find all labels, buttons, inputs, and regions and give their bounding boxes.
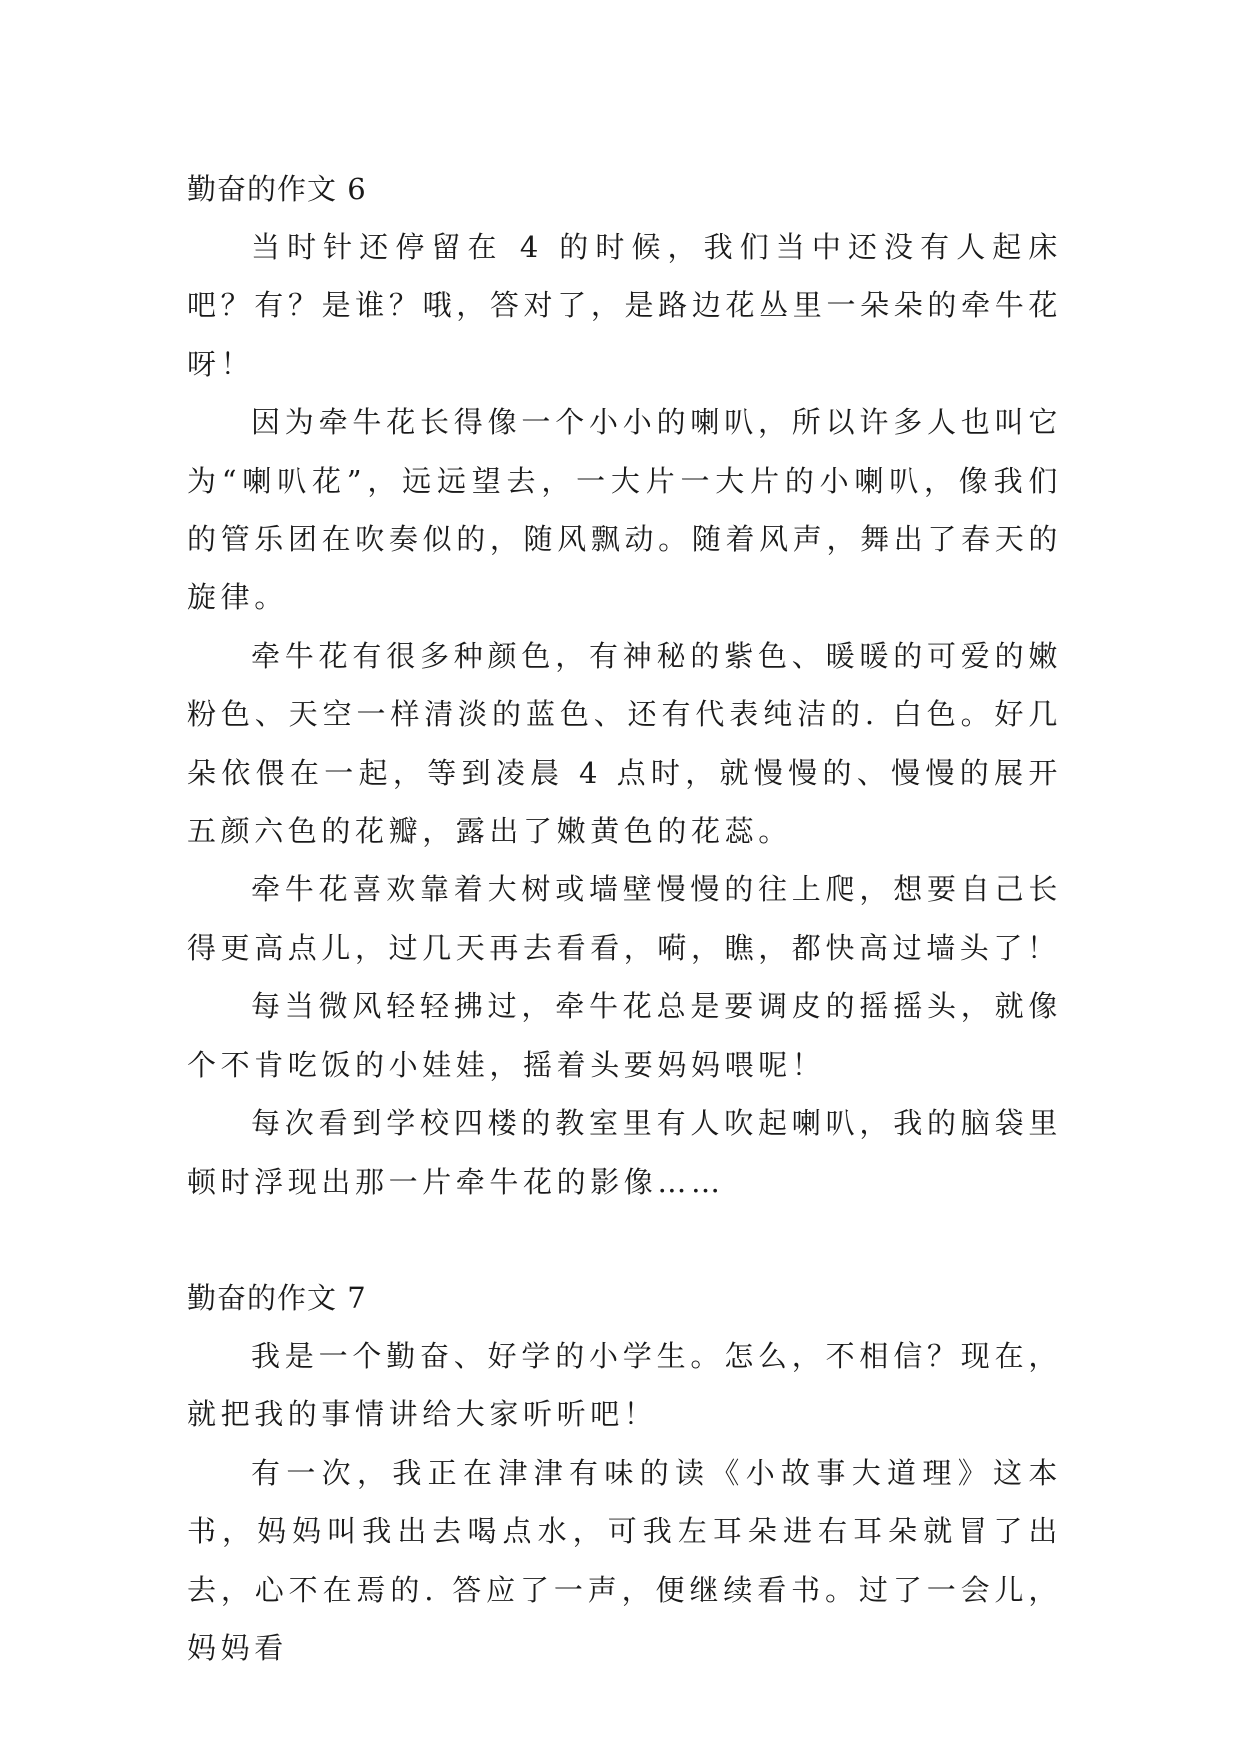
essay-6-paragraph-2: 因为牵牛花长得像一个小小的喇叭，所以许多人也叫它为“喇叭花”，远远望去，一大片一大片的小喇叭，像我们的管乐团在吹奏似的，随风飘动。随着风声，舞出了春天的旋律。 bbox=[187, 405, 1062, 615]
essay-7-paragraph-2: 有一次，我正在津津有味的读《小故事大道理》这本书，妈妈叫我出去喝点水，可我左耳朵进右耳朵就冒了出去，心不在焉的. 答应了一声，便继续看书。过了一会儿，妈妈看 bbox=[187, 1455, 1062, 1665]
essay-7-paragraph-1: 我是一个勤奋、好学的小学生。怎么，不相信？现在，就把我的事情讲给大家听听吧！ bbox=[187, 1338, 1062, 1432]
essay-6-title: 勤奋的作文 6 bbox=[187, 172, 367, 206]
essay-6-paragraph-1: 当时针还停留在 4 的时候，我们当中还没有人起床吧？有？是谁？哦，答对了，是路边花丛里一朵朵的牵牛花呀！ bbox=[187, 230, 1062, 381]
document-page bbox=[187, 160, 1062, 1677]
essay-6-paragraph-4: 牵牛花喜欢靠着大树或墙壁慢慢的往上爬，想要自己长得更高点儿，过几天再去看看，嗬，瞧，都快高过墙头了！ bbox=[187, 872, 1062, 965]
essay-6-paragraph-6: 每次看到学校四楼的教室里有人吹起喇叭，我的脑袋里顿时浮现出那一片牵牛花的影像…… bbox=[187, 1106, 1062, 1199]
essay-6-paragraph-5: 每当微风轻轻拂过，牵牛花总是要调皮的摇摇头，就像个不肯吃饭的小娃娃，摇着头要妈妈喂呢！ bbox=[187, 989, 1062, 1082]
essay-7-title: 勤奋的作文 7 bbox=[187, 1280, 367, 1315]
section-spacer bbox=[187, 1211, 1062, 1269]
essay-6-paragraph-3: 牵牛花有很多种颜色，有神秘的紫色、暖暖的可爱的嫩粉色、天空一样清淡的蓝色、还有代表纯洁的. 白色。好几朵依偎在一起，等到凌晨 4 点时，就慢慢的、慢慢的展开五颜六色的花瓣，露出了嫩黄色的花蕊。 bbox=[187, 638, 1062, 849]
